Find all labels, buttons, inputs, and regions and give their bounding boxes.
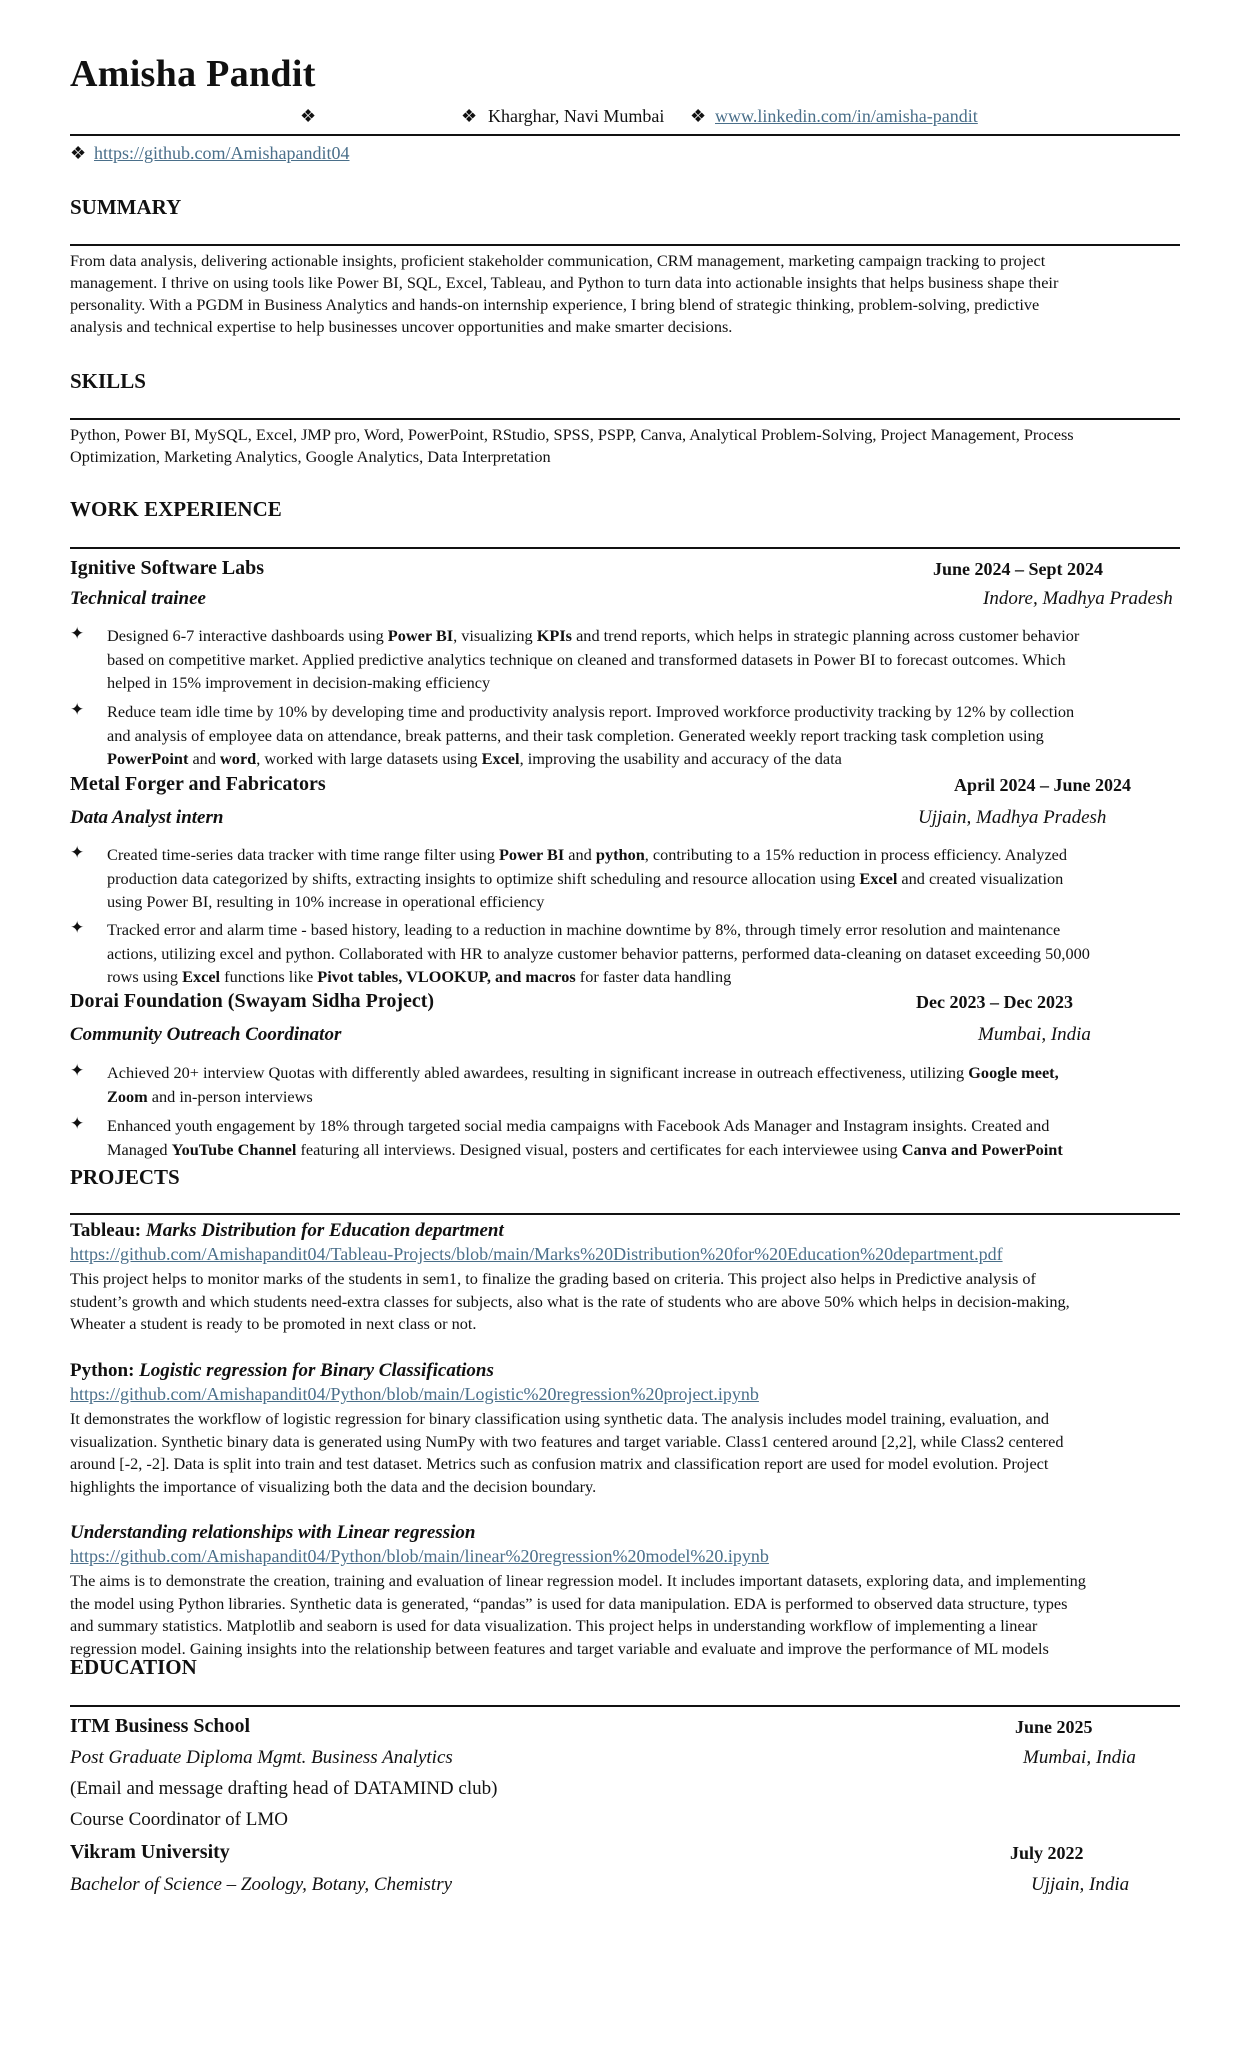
header-divider — [70, 134, 1180, 136]
skills-heading: SKILLS — [70, 369, 146, 393]
contact-separator: ❖ — [690, 106, 707, 126]
project-description: The aims is to demonstrate the creation, training and evaluation of linear regression model. It includes important datasets, exploring data, and implementing the model using Python libraries. Synthetic data is generated, “pandas” is used for data manipulation. EDA is performed to observed data structure, types and summary statistics. Matplotlib and seaborn is used for data visualization. This project helps in understanding workflow of implementing a linear regression model. Gaining insights into the relationship between features and target variable and evaluate and improve the performance of ML models — [70, 1571, 1086, 1658]
job-organization: Ignitive Software Labs — [70, 557, 265, 579]
contact-separator: ❖ — [300, 106, 317, 126]
job-bullet: Enhanced youth engagement by 18% through targeted social media campaigns with Facebook Ads Manager and Instagram insights. Created and Managed YouTube Channel featuring all interviews. Designed visual, posters and certificates for each interviewee using Canva and PowerPoint — [107, 1116, 1063, 1159]
job-bullet: Reduce team idle time by 10% by developing time and productivity analysis report. Improved workforce productivity tracking by 12% by collection and analysis of employee data on attendance, break patterns, and their task completion. Generated weekly report tracking task completion using PowerPoint and word, worked with large datasets using Excel, improving the usability and accuracy of the data — [107, 702, 1075, 768]
work-divider — [70, 547, 1180, 549]
skills-divider — [70, 418, 1180, 420]
project-link[interactable]: https://github.com/Amishapandit04/Tableau-Projects/blob/main/Marks%20Distribution%20for%20Education%20department.pdf — [70, 1244, 1003, 1264]
github-link[interactable]: https://github.com/Amishapandit04 — [94, 143, 350, 163]
skills-text — [70, 424, 1074, 468]
project-title: Understanding relationships with Linear regression — [70, 1522, 476, 1543]
summary-text — [70, 250, 1058, 338]
project-description: It demonstrates the workflow of logistic regression for binary classification using synthetic data. The analysis includes model training, evaluation, and visualization. Synthetic binary data is generated using NumPy with two features and target variable. Class1 centered around [2,2], while Class2 centered around [-2, -2]. Data is split into train and test dataset. Metrics such as confusion matrix and classification report are used for model evolution. Project highlights the importance of visualizing both the data and the decision boundary. — [70, 1409, 1064, 1496]
degree: Bachelor of Science – Zoology, Botany, Chemistry — [70, 1874, 453, 1895]
project-link[interactable]: https://github.com/Amishapandit04/Python/blob/main/linear%20regression%20model%20.ipynb — [70, 1546, 769, 1566]
education-note: Course Coordinator of LMO — [70, 1809, 288, 1830]
work-heading: WORK EXPERIENCE — [70, 497, 282, 521]
project-description: This project helps to monitor marks of the students in sem1, to finalize the grading based on criteria. This project also helps in Predictive analysis of student’s growth and which students need-extra classes for subjects, also what is the rate of students who are above 50% which helps in decision-making, Wheater a student is ready to be promoted in next class or not. — [70, 1269, 1070, 1333]
school-name: Vikram University — [70, 1841, 230, 1863]
summary-line: personality. With a PGDM in Business Analytics and hands-on internship experience, I bring blend of strategic thinking, problem-solving, predictive — [70, 295, 1040, 314]
projects-heading: PROJECTS — [70, 1165, 180, 1189]
project-link[interactable]: https://github.com/Amishapandit04/Python/blob/main/Logistic%20regression%20project.ipynb — [70, 1384, 759, 1404]
job-location: Indore, Madhya Pradesh — [983, 588, 1173, 609]
job-organization: Metal Forger and Fabricators — [70, 773, 326, 795]
job-bullet: Tracked error and alarm time - based history, leading to a reduction in machine downtime by 8%, through timely error resolution and maintenance actions, utilizing excel and python. Collaborated with HR to analyze customer behavior patterns, performed data-cleaning on dataset exceeding 50,000 rows using Excel functions like Pivot tables, VLOOKUP, and macros for faster data handling — [107, 920, 1090, 986]
degree: Post Graduate Diploma Mgmt. Business Analytics — [70, 1747, 453, 1768]
project-title: Python: Logistic regression for Binary Classifications — [70, 1360, 494, 1381]
projects-divider — [70, 1213, 1180, 1215]
education-date: June 2025 — [1015, 1717, 1093, 1737]
education-date: July 2022 — [1010, 1843, 1084, 1863]
job-role: Technical trainee — [70, 588, 206, 609]
contact-separator: ❖ — [70, 143, 87, 163]
bullet-icon: ✦ — [70, 918, 85, 937]
school-name: ITM Business School — [70, 1715, 251, 1737]
job-bullet: Achieved 20+ interview Quotas with differently abled awardees, resulting in significant increase in outreach effectiveness, utilizing Google meet, Zoom and in-person interviews — [107, 1063, 1059, 1106]
candidate-name: Amisha Pandit — [70, 53, 316, 95]
job-bullet: Created time-series data tracker with time range filter using Power BI and python, contributing to a 15% reduction in process efficiency. Analyzed production data categorized by shifts, extracting insights to optimize shift scheduling and resource allocation using Excel and created visualization using Power BI, resulting in 10% increase in operational efficiency — [107, 845, 1068, 911]
job-organization: Dorai Foundation (Swayam Sidha Project) — [70, 990, 435, 1012]
bullet-icon: ✦ — [70, 1114, 85, 1133]
education-heading: EDUCATION — [70, 1655, 197, 1679]
job-dates: Dec 2023 – Dec 2023 — [916, 992, 1073, 1012]
project-title: Tableau: Marks Distribution for Education department — [70, 1220, 504, 1241]
job-role: Data Analyst intern — [70, 807, 224, 828]
education-location: Ujjain, India — [1031, 1874, 1130, 1895]
contact-separator: ❖ — [461, 106, 478, 126]
summary-line: analysis and technical expertise to help businesses uncover opportunities and make smarter decisions. — [70, 317, 733, 336]
education-divider — [70, 1705, 1180, 1707]
bullet-icon: ✦ — [70, 1061, 85, 1080]
skills-line: Optimization, Marketing Analytics, Google Analytics, Data Interpretation — [70, 447, 551, 466]
skills-line: Python, Power BI, MySQL, Excel, JMP pro, Word, PowerPoint, RStudio, SPSS, PSPP, Canva, Analytical Problem-Solving, Project Management, Process — [70, 425, 1074, 444]
linkedin-link[interactable]: www.linkedin.com/in/amisha-pandit — [715, 106, 978, 126]
education-location: Mumbai, India — [1023, 1747, 1136, 1768]
contact-location: Kharghar, Navi Mumbai — [488, 106, 665, 126]
job-dates: June 2024 – Sept 2024 — [933, 559, 1104, 579]
job-role: Community Outreach Coordinator — [70, 1024, 342, 1045]
summary-line: management. I thrive on using tools like Power BI, SQL, Excel, Tableau, and Python to turn data into actionable insights that helps business shape their — [70, 273, 1059, 292]
summary-divider — [70, 244, 1180, 246]
bullet-icon: ✦ — [70, 700, 85, 719]
education-note: (Email and message drafting head of DATAMIND club) — [70, 1778, 498, 1799]
bullet-icon: ✦ — [70, 624, 85, 643]
job-dates: April 2024 – June 2024 — [954, 775, 1132, 795]
job-bullet: Designed 6-7 interactive dashboards using Power BI, visualizing KPIs and trend reports, which helps in strategic planning across customer behavior based on competitive market. Applied predictive analytics technique on cleaned and transformed datasets in Power BI to forecast outcomes. Which helped in 15% improvement in decision-making efficiency — [107, 626, 1080, 692]
summary-heading: SUMMARY — [70, 195, 182, 219]
job-location: Ujjain, Madhya Pradesh — [918, 807, 1107, 828]
bullet-icon: ✦ — [70, 843, 85, 862]
job-location: Mumbai, India — [978, 1024, 1091, 1045]
summary-line: From data analysis, delivering actionable insights, proficient stakeholder communication, CRM management, marketing campaign tracking to project — [70, 251, 1046, 270]
